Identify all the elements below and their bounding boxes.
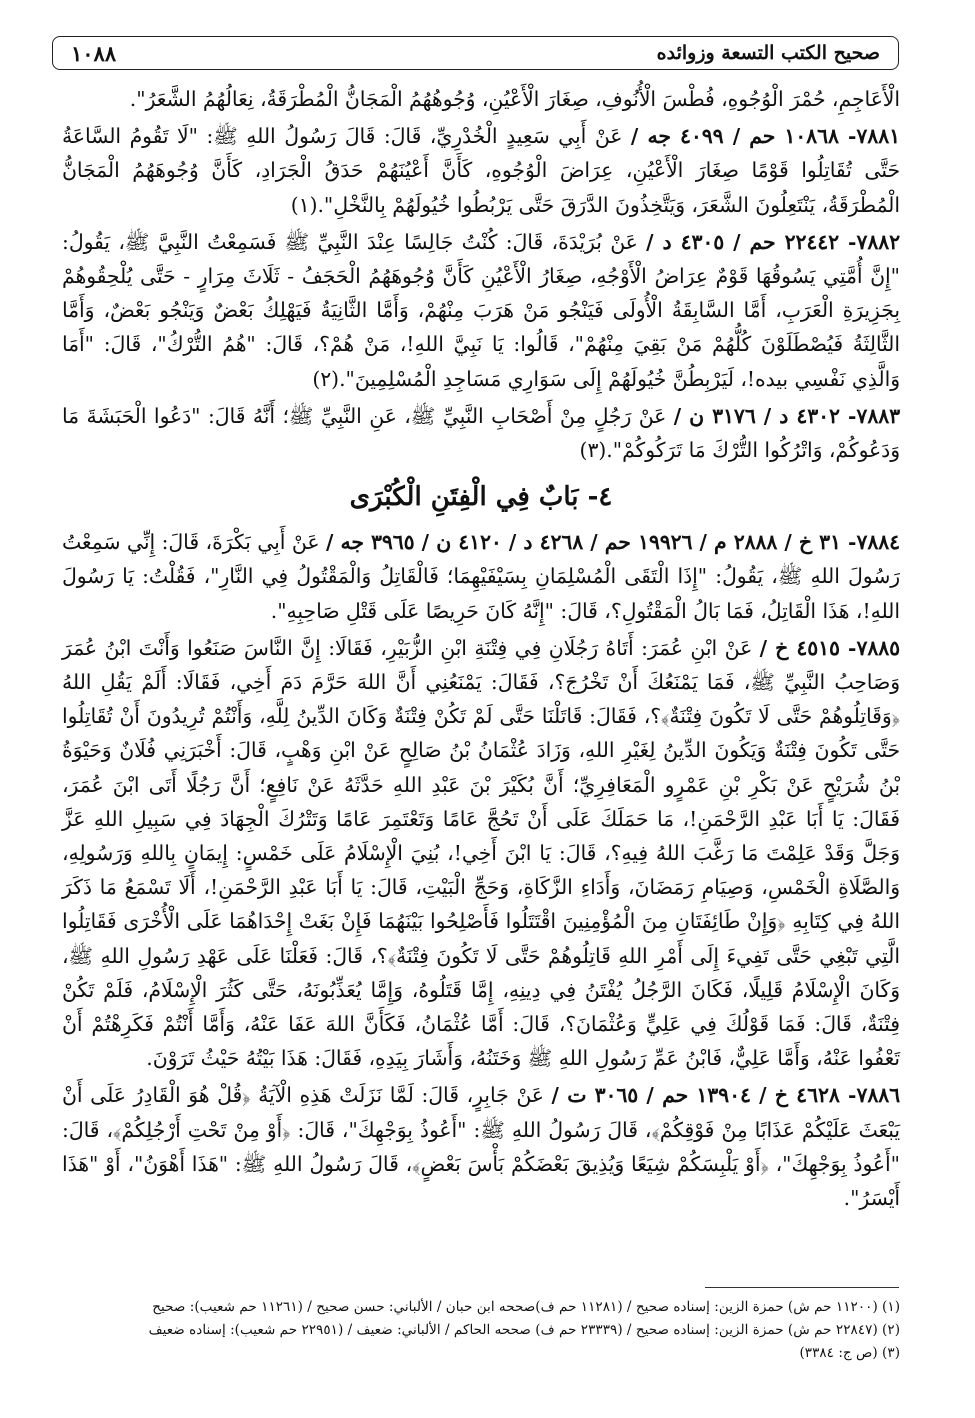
book-title: صحيح الكتب التسعة وزوائده xyxy=(656,42,880,64)
hadith-text: عَنْ رَجُلٍ مِنْ أَصْحَابِ النَّبِيِّ ﷺ، عَنِ النَّبِيِّ ﷺ؛ أَنَّهُ قَالَ: "دَعُوا الْحَبَشَةَ مَا وَدَعُوكُمْ، وَاتْرُكُوا التُّرْكَ مَا تَرَكُوكُمْ".(٣) xyxy=(62,403,900,463)
footnote-separator xyxy=(705,1287,899,1288)
page-header xyxy=(52,36,899,70)
hadith-7883 xyxy=(62,399,900,467)
hadith-7881 xyxy=(62,119,900,222)
main-text xyxy=(62,82,900,1218)
hadith-7886 xyxy=(62,1078,900,1215)
hadith-text: عَنْ جَابِرٍ، قَالَ: لَمَّا نَزَلَتْ هَذِهِ الْآيَةُ ﴿قُلْ هُوَ الْقَادِرُ عَلَى أَنْ يَبْعَثَ عَلَيْكُمْ عَذَابًا مِنْ فَوْقِكُمْ﴾، قَالَ رَسُولُ اللهِ ﷺ: "أَعُوذُ بِوَجْهِكَ"، قَالَ: ﴿أَوْ مِنْ تَحْتِ أَرْجُلِكُمْ﴾، قَالَ: "أَعُوذُ بِوَجْهِكَ"، ﴿أَوْ يَلْبِسَكُمْ شِيَعًا وَيُذِيقَ بَعْضَكُمْ بَأْسَ بَعْضٍ﴾، قَالَ رَسُولُ اللهِ ﷺ: "هَذَا أَهْوَنُ"، أَوْ "هَذَا أَيْسَرُ". xyxy=(62,1083,900,1211)
section-title: ٤- بَابٌ فِي الْفِتَنِ الْكُبْرَى xyxy=(349,482,613,513)
footnote-1: (١) (١١٢٠٠ حم ش) حمزة الزين: إسناده صحيح / (١١٢٨١ حم ف)صححه ابن حبان / الألباني: حسن صحيح / (١١٢٦١ حم شعيب): صحيح xyxy=(152,1299,900,1315)
footnote-3: (٣) (ص ج: ٣٣٨٤) xyxy=(799,1345,900,1361)
hadith-text: عَنْ بُرَيْدَةَ، قَالَ: كُنْتُ جَالِسًا عِنْدَ النَّبِيِّ ﷺ فَسَمِعْتُ النَّبِيَّ ﷺ، يَقُولُ: "إِنَّ أُمَّتِي يَسُوقُهَا قَوْمٌ عِرَاضُ الْأَوْجُهِ، صِغَارُ الْأَعْيُنِ كَأَنَّ وُجُوهَهُمُ الْحَجَفُ - ثَلَاثَ مِرَارٍ - حَتَّى يُلْحِقُوهُمْ بِجَزِيرَةِ الْعَرَبِ، أَمَّا السَّابِقَةُ الْأُولَى فَيَنْجُو مَنْ هَرَبَ مِنْهُمْ، وَأَمَّا الثَّانِيَةُ فَيَهْلِكُ بَعْضٌ وَيَنْجُو بَعْضٌ، وَأَمَّا الثَّالِثَةُ فَيُصْطَلَوْنَ كُلُّهُمْ مَنْ بَقِيَ مِنْهُمْ"، قَالُوا: يَا نَبِيَّ اللهِ!، مَنْ هُمْ؟، قَالَ: "هُمُ التُّرْكُ"، قَالَ: "أَمَا وَالَّذِي نَفْسِي بيده!، لَيَرْبِطُنَّ خُيُولَهُمْ إِلَى سَوَارِي مَسَاجِدِ الْمُسْلِمِينَ".(٢) xyxy=(62,229,900,391)
hadith-number: ٧٨٨٣- ٤٣٠٢ د / ٣١٧٦ ن / xyxy=(673,403,900,428)
hadith-number: ٧٨٨١- ١٠٨٦٨ حم / ٤٠٩٩ جه / xyxy=(630,124,900,149)
hadith-number: ٧٨٨٦- ٤٦٢٨ خ / ١٣٩٠٤ حم / ٣٠٦٥ ت / xyxy=(551,1083,901,1108)
hadith-7882 xyxy=(62,225,900,396)
hadith-number: ٧٨٨٥- ٤٥١٥ خ / xyxy=(759,635,901,660)
hadith-text: عَنْ أَبِي بَكْرَةَ، قَالَ: إِنِّي سَمِعْتُ رَسُولَ اللهِ ﷺ، يَقُولُ: "إِذَا الْتَقَى الْمُسْلِمَانِ بِسَيْفَيْهِمَا؛ فَالْقَاتِلُ وَالْمَقْتُولُ فِي النَّارِ"، فَقُلْتُ: يَا رَسُولَ اللهِ!، هَذَا الْقَاتِلُ، فَمَا بَالُ الْمَقْتُولِ؟، قَالَ: "إِنَّهُ كَانَ حَرِيصًا عَلَى قَتْلِ صَاحِبِهِ". xyxy=(62,530,900,623)
footnote-2: (٢) (٢٢٨٤٧ حم ش) حمزة الزين: إسناده صحيح / (٢٣٣٣٩ حم ف) صححه الحاكم / الألباني: ضعيف / (٢٢٩٥١ حم شعيب): إسناده ضعيف xyxy=(148,1322,900,1338)
hadith-7884 xyxy=(62,525,900,628)
hadith-number: ٧٨٨٢- ٢٢٤٤٢ حم / ٤٣٠٥ د / xyxy=(646,229,901,254)
hadith-number: ٧٨٨٤- ٣١ خ / ٢٨٨٨ م / ١٩٩٢٦ حم / ٤٢٦٨ د / ٤١٢٠ ن / ٣٩٦٥ جه / xyxy=(325,530,901,555)
page-number: ١٠٨٨ xyxy=(71,40,117,66)
footnotes xyxy=(62,1296,900,1365)
hadith-text: عَنْ أَبِي سَعِيدٍ الْخُدْرِيِّ، قَالَ: قَالَ رَسُولُ اللهِ ﷺ: "لَا تَقُومُ السَّاعَةُ حَتَّى تُقَاتِلُوا قَوْمًا صِغَارَ الْأَعْيُنِ، عِرَاضَ الْوُجُوهِ، كَأَنَّ أَعْيُنَهُمْ حَدَقُ الْجَرَادِ، كَأَنَّ وُجُوهَهُمُ الْمَجَانُّ الْمُطْرَقَةُ، يَنْتَعِلُونَ الشَّعَرَ، وَيَتَّخِذُونَ الدَّرَقَ حَتَّى يَرْبُطُوا خُيُولَهُمْ بِالنَّخْلِ".(١) xyxy=(62,124,900,217)
intro-line: الْأَعَاجِمِ، حُمْرَ الْوُجُوهِ، فُطْسَ الْأُنُوفِ، صِغَارَ الْأَعْيُنِ، وُجُوهُهُمُ الْمَجَانُّ الْمُطْرَقَةُ، نِعَالُهُمُ الشَّعَرُ". xyxy=(129,87,900,111)
hadith-text: عَنْ ابْنِ عُمَرَ: أَتَاهُ رَجُلَانِ فِي فِتْنَةِ ابْنِ الزُّبَيْرِ، فَقَالَا: إِنَّ النَّاسَ صَنَعُوا وَأَنْتَ ابْنُ عُمَرَ وَصَاحِبُ النَّبِيِّ ﷺ، فَمَا يَمْنَعُكَ أَنْ تَخْرُجَ؟، فَقَالَ: يَمْنَعُنِي أَنَّ اللهَ حَرَّمَ دَمَ أَخِي، فَقَالَا: أَلَمْ يَقُلِ اللهُ ﴿وَقَاتِلُوهُمْ حَتَّى لَا تَكُونَ فِتْنَةٌ﴾؟، فَقَالَ: قَاتَلْنَا حَتَّى لَمْ تَكُنْ فِتْنَةٌ وَكَانَ الدِّينُ لِلَّهِ، وَأَنْتُمْ تُرِيدُونَ أَنْ تُقَاتِلُوا حَتَّى تَكُونَ فِتْنَةٌ وَيَكُونَ الدِّينُ لِغَيْرِ اللهِ، وَزَادَ عُثْمَانُ بْنُ صَالِحٍ عَنْ ابْنِ وَهْبٍ، قَالَ: أَخْبَرَنِي فُلَانٌ وَحَيْوَةُ بْنُ شُرَيْحٍ عَنْ بَكْرِ بْنِ عَمْرٍو الْمَعَافِرِيِّ؛ أَنَّ بُكَيْرَ بْنَ عَبْدِ اللهِ حَدَّثَهُ عَنْ نَافِعٍ؛ أَنَّ رَجُلًا أَتَى ابْنَ عُمَرَ، فَقَالَ: يَا أَبَا عَبْدِ الرَّحْمَنِ!، مَا حَمَلَكَ عَلَى أَنْ تَحُجَّ عَامًا وَتَعْتَمِرَ عَامًا وَتَتْرُكَ الْجِهَادَ فِي سَبِيلِ اللهِ عَزَّ وَجَلَّ وَقَدْ عَلِمْتَ مَا رَغَّبَ اللهُ فِيهِ؟، قَالَ: يَا ابْنَ أَخِي!، بُنِيَ الْإِسْلَامُ عَلَى خَمْسٍ: إِيمَانٍ بِاللهِ وَرَسُولِهِ، وَالصَّلَاةِ الْخَمْسِ، وَصِيَامِ رَمَضَانَ، وَأَدَاءِ الزَّكَاةِ، وَحَجِّ الْبَيْتِ، قَالَ: يَا أَبَا عَبْدِ الرَّحْمَنِ!، أَلَا تَسْمَعُ مَا ذَكَرَ اللهُ فِي كِتَابِهِ ﴿وَإِنْ طَائِفَتَانِ مِنَ الْمُؤْمِنِينَ اقْتَتَلُوا فَأَصْلِحُوا بَيْنَهُمَا فَإِنْ بَغَتْ إِحْدَاهُمَا عَلَى الْأُخْرَى فَقَاتِلُوا الَّتِي تَبْغِي حَتَّى تَفِيءَ إِلَى أَمْرِ اللهِ قَاتِلُوهُمْ حَتَّى لَا تَكُونَ فِتْنَةٌ﴾؟، قَالَ: فَعَلْنَا عَلَى عَهْدِ رَسُولِ اللهِ ﷺ، وَكَانَ الْإِسْلَامُ قَلِيلًا، فَكَانَ الرَّجُلُ يُفْتَنُ فِي دِينِهِ، إِمَّا قَتَلُوهُ، وَإِمَّا يُعَذِّبُونَهُ، حَتَّى كَثُرَ الْإِسْلَامُ، فَلَمْ تَكُنْ فِتْنَةٌ، قَالَ: فَمَا قَوْلُكَ فِي عَلِيٍّ وَعُثْمَانَ؟، قَالَ: أَمَّا عُثْمَانُ، فَكَأَنَّ اللهَ عَفَا عَنْهُ، وَأَمَّا أَنْتُمْ فَكَرِهْتُمْ أَنْ تَعْفُوا عَنْهُ، وَأَمَّا عَلِيٌّ، فَابْنُ عَمِّ رَسُولِ اللهِ ﷺ وَخَتَنُهُ، وَأَشَارَ بِيَدِهِ، فَقَالَ: هَذَا بَيْتُهُ حَيْثُ تَرَوْنَ. xyxy=(62,635,900,1071)
hadith-7885 xyxy=(62,631,900,1076)
